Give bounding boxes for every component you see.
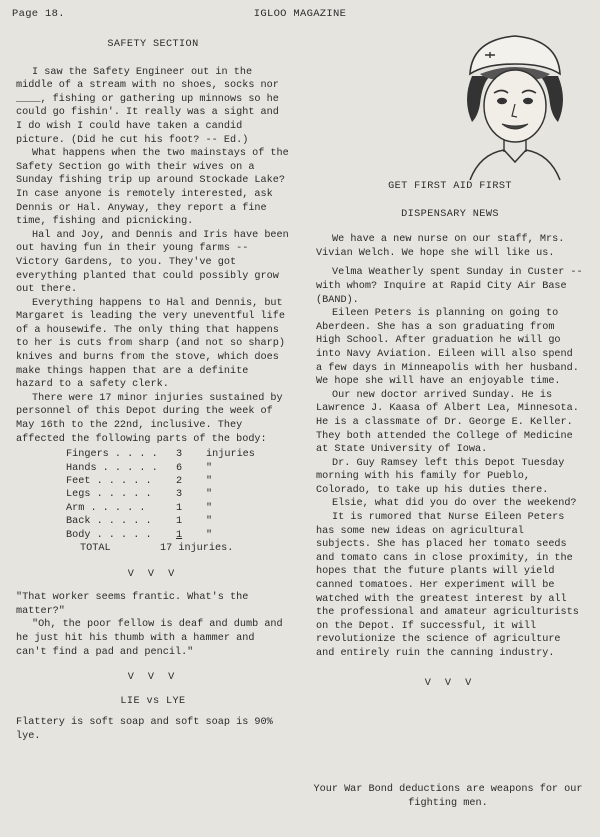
- table-row: [66, 529, 255, 542]
- first-aid-heading: GET FIRST AID FIRST: [388, 181, 512, 192]
- safety-paragraph: What happens when the two mainstays of the Safety Section go with their wives on a Sunday fishing trip up around Stockade Lake? In case anyone is remotely interested, ask Dennis or Hal. Anyway, they report a fine time, fishing and picnicking.: [16, 148, 289, 228]
- safety-paragraph: I saw the Safety Engineer out in the middle of a stream with no shoes, socks nor ____, fishing or gathering up minnows so he could go fishin'. It really was a sight and I do wish I could have taken a candid picture. (Did he cut his foot? -- Ed.): [16, 66, 279, 146]
- dispensary-paragraph: Eileen Peters is planning on going to Aberdeen. She has a son graduating from High School. After graduation he will go into Navy Aviation. Eileen will also spend a few days in Minneapolis with her husband. We hope she will have an enjoyable time.: [316, 308, 579, 388]
- war-bond-note: Your War Bond deductions are weapons for our fighting men.: [313, 784, 583, 809]
- injury-unit: ": [206, 502, 213, 514]
- joke-question: "That worker seems frantic. What's the matter?": [16, 592, 249, 617]
- injury-unit: injuries: [206, 449, 255, 461]
- injury-count: 1: [176, 529, 183, 541]
- safety-paragraph: There were 17 minor injuries sustained by personnel of this Depot during the week of May 16th to the 22nd, inclusive. They affected the following parts of the body:: [16, 392, 283, 445]
- table-row: [66, 515, 255, 528]
- table-row: [66, 475, 255, 488]
- injury-total-value: 17 injuries.: [160, 543, 234, 555]
- table-row: [66, 502, 255, 515]
- injury-table: [66, 448, 255, 542]
- injury-unit: ": [206, 462, 213, 474]
- injury-count: 1: [176, 502, 183, 514]
- dispensary-paragraph: Our new doctor arrived Sunday. He is Lawrence J. Kaasa of Albert Lea, Minnesota. He is a classmate of Dr. George E. Keller. They both attended the College of Medicine at State University of Iowa.: [316, 389, 579, 456]
- dispensary-paragraph: Elsie, what did you do over the weekend?: [332, 498, 577, 510]
- injury-total-label: TOTAL: [80, 543, 111, 555]
- injury-count: 1: [176, 516, 183, 528]
- injury-part: Fingers . . . .: [66, 449, 158, 461]
- injury-total: [80, 542, 290, 556]
- table-row: [66, 462, 255, 475]
- lye-title: LIE vs LYE: [120, 695, 186, 707]
- injury-part: Feet . . . . .: [66, 476, 152, 488]
- injury-unit: ": [206, 529, 213, 541]
- dispensary-column: [316, 180, 584, 700]
- safety-section-column: [16, 38, 290, 744]
- magazine-title: IGLOO MAGAZINE: [253, 8, 347, 20]
- separator: V V V: [424, 677, 476, 689]
- injury-count: 6: [176, 462, 183, 474]
- safety-section-title: SAFETY SECTION: [107, 39, 199, 50]
- injury-count: 3: [176, 489, 183, 501]
- injury-part: Back . . . . .: [66, 516, 152, 528]
- injury-part: Arm . . . . .: [66, 502, 146, 514]
- injury-part: Legs . . . . .: [66, 489, 152, 501]
- safety-paragraph: Everything happens to Hal and Dennis, but Margaret is leading the very uneventful life of a housewife. The only thing that happens to her is cuts from sharp (and not so sharp) knives and burns from the stove, which does make things happen that are a definite hazard to a safety clerk.: [16, 297, 285, 391]
- dispensary-paragraph: It is rumored that Nurse Eileen Peters has some new ideas on agricultural subjects. She has placed her tomato seeds and tomato cans in close proximity, in the hopes that the future plants will yield canned tomatoes. Her experiment will be watched with the greatest interest by all the professional and amateur agriculturists on the Depot. If successful, it will revolutionize the science of agriculture and entirely ruin the canning industry.: [316, 512, 579, 659]
- dispensary-paragraph: We have a new nurse on our staff, Mrs. Vivian Welch. We hope she will like us.: [316, 234, 565, 259]
- table-row: [66, 448, 255, 461]
- table-row: [66, 488, 255, 501]
- injury-unit: ": [206, 476, 213, 488]
- dispensary-heading: DISPENSARY NEWS: [401, 208, 499, 220]
- safety-paragraph: Hal and Joy, and Dennis and Iris have been out having fun in their young farms --Victory Gardens, to you. They've got everything planted that could possibly grow out there.: [16, 229, 289, 296]
- page-number: Page 18.: [12, 8, 65, 20]
- lye-text: Flattery is soft soap and soft soap is 90% lye.: [16, 717, 273, 742]
- injury-count: 3: [176, 449, 183, 461]
- injury-count: 2: [176, 476, 183, 488]
- joke-answer: "Oh, the poor fellow is deaf and dumb and he just hit his thumb with a hammer and can't find a pad and pencil.": [16, 619, 283, 658]
- nurse-portrait-icon: [450, 30, 580, 188]
- injury-part: Hands . . . . .: [66, 462, 158, 474]
- injury-unit: ": [206, 489, 213, 501]
- injury-unit: ": [206, 516, 213, 528]
- dispensary-paragraph: Dr. Guy Ramsey left this Depot Tuesday morning with his family for Pueblo, Colorado, to take up his duties there.: [316, 457, 565, 496]
- dispensary-paragraph: Velma Weatherly spent Sunday in Custer --with whom? Inquire at Rapid City Air Base (BAND).: [316, 267, 583, 306]
- separator: V V V: [127, 568, 179, 580]
- injury-part: Body . . . . .: [66, 529, 152, 541]
- separator: V V V: [127, 672, 179, 684]
